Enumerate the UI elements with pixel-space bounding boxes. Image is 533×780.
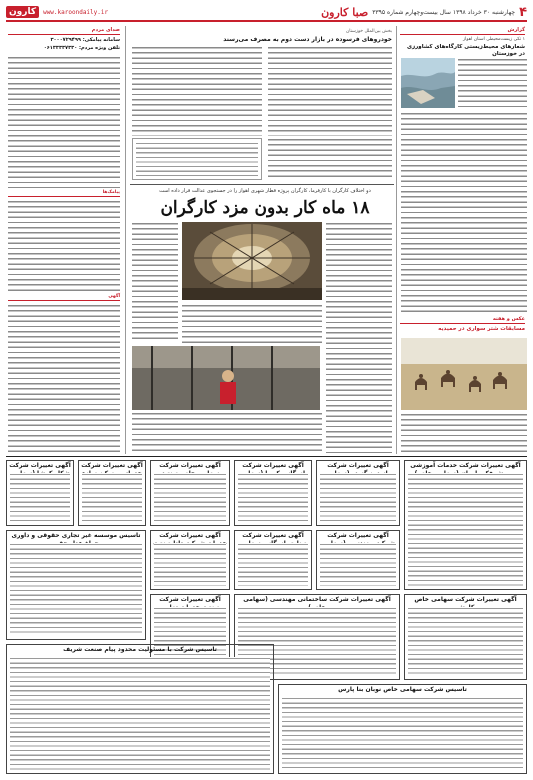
ad-box[interactable] (404, 460, 527, 590)
right-photo-text (401, 413, 527, 453)
messages-label: پیامک‌ها (8, 190, 120, 197)
ad-title: تاسیس شرکت با مسئولیت محدود پیام صنعت شریف (63, 646, 217, 653)
ad-box[interactable] (6, 530, 146, 640)
main-story-text-under-photo (182, 304, 322, 346)
top-story-text-right (268, 46, 392, 136)
ad-title: آگهی تغییرات شرکت (242, 532, 304, 539)
ad-title: آگهی تغییرات شرکت (159, 532, 221, 539)
page-header (6, 4, 527, 22)
website-link[interactable]: www.karoondaily.ir (43, 8, 109, 16)
ad-box[interactable] (150, 460, 230, 526)
photo-caption[interactable]: مسابقات شتر سواری در حمیدیه (438, 326, 525, 332)
main-story-text-col1 (326, 222, 392, 454)
header-left (6, 6, 108, 18)
top-story-quote-box (132, 138, 262, 180)
main-story-divider (130, 184, 394, 185)
main-story-text-bottom (132, 412, 322, 454)
right-article-text (458, 58, 527, 108)
ads-divider (6, 456, 527, 457)
top-story-headline[interactable]: خودروهای فرسوده در بازار دست دوم به مصرف می‌رسند (223, 36, 392, 43)
section-brand: صبا کارون (321, 5, 369, 19)
ad-spacer (150, 644, 274, 680)
main-story-headline[interactable]: ۱۸ ماه کار بدون مزد کارگران (160, 198, 370, 218)
main-story-kicker: دو اختلاف کارگران با کارفرما، کارگران پروژه قطار شهری اهواز را در جستجوی عدالت قرار داده است (159, 188, 371, 194)
camel-race-photo (401, 338, 527, 410)
ad-box[interactable] (150, 530, 230, 590)
header-right (321, 5, 527, 20)
right-headline[interactable]: شعارهای محیط‌زیستی کارگاه‌های کشاورزی در خوزستان (406, 44, 525, 57)
ad-box[interactable] (316, 460, 400, 526)
ad-box[interactable] (404, 594, 527, 680)
photo-section-label: عکس و هفته (400, 316, 525, 324)
ad-box[interactable] (278, 684, 527, 774)
left-column-messages-2 (8, 200, 120, 292)
phone-number: تلفن ویژه مردم: ۰۶۱۳۳۳۳۷۳۳۰ (43, 45, 120, 51)
ad-box[interactable] (234, 460, 312, 526)
right-section-label: گزارش (400, 27, 525, 35)
ad-box[interactable] (78, 460, 146, 526)
top-story-text-continued (268, 138, 392, 180)
ad-box[interactable] (234, 530, 312, 590)
tunnel-photo (182, 222, 322, 300)
ad-title: آگهی تغییرات شرکت خدمات آموزشی (410, 462, 521, 469)
ad-title: آگهی تغییرات شرکت ساختمانی مهندسی (سهامی (243, 596, 391, 603)
right-article-text-body (401, 112, 527, 312)
main-story-text-col3 (132, 222, 178, 342)
sms-number: سامانه پیامکی: ۳۰۰۰۷۲۹۴۹۹ (50, 37, 120, 43)
ad-title: آگهی تغییرات شرکت سهامی خاص (414, 596, 517, 603)
ad-title: تاسیس شرکت سهامی خاص نوبان بنا پارس (338, 686, 467, 693)
page-number: ۴ (519, 4, 527, 20)
worker-photo (132, 346, 320, 410)
ad-title: آگهی تغییرات شرکت (9, 462, 71, 469)
ad-title: آگهی تغییرات شرکت (81, 462, 143, 469)
left-column-lower-text (8, 304, 120, 454)
left-lower-label: آگهی (8, 294, 120, 301)
ad-title: آگهی تغییرات شرکت (159, 462, 221, 469)
ad-title: آگهی تغییرات شرکت (327, 532, 389, 539)
ad-box[interactable] (316, 530, 400, 590)
ad-title: آگهی تغییرات شرکت (327, 462, 389, 469)
right-lead: ۱ تکی زیست‌محیطی استان اهواز (462, 37, 525, 42)
left-column-messages (8, 56, 120, 188)
column-divider (396, 26, 397, 454)
left-section-label: صدای مردم (8, 27, 120, 35)
newspaper-logo: کارون (6, 6, 39, 18)
ad-title: آگهی تغییرات شرکت (159, 596, 221, 603)
issue-date-line: چهارشنبه ۳۰ خرداد ۱۳۹۸ سال بیست‌وچهارم شماره ۳۳۹۵ (372, 8, 516, 16)
coastline-photo (401, 58, 455, 108)
column-divider (125, 26, 126, 454)
ad-title: آگهی تغییرات شرکت (242, 462, 304, 469)
top-story-text-left (132, 46, 262, 136)
top-story-kicker: بخش بین‌الملل خوزستان (346, 29, 392, 34)
ad-title: تاسیس موسسه غیر تجاری حقوقی و داوری (11, 532, 141, 539)
ad-box[interactable] (6, 460, 74, 526)
